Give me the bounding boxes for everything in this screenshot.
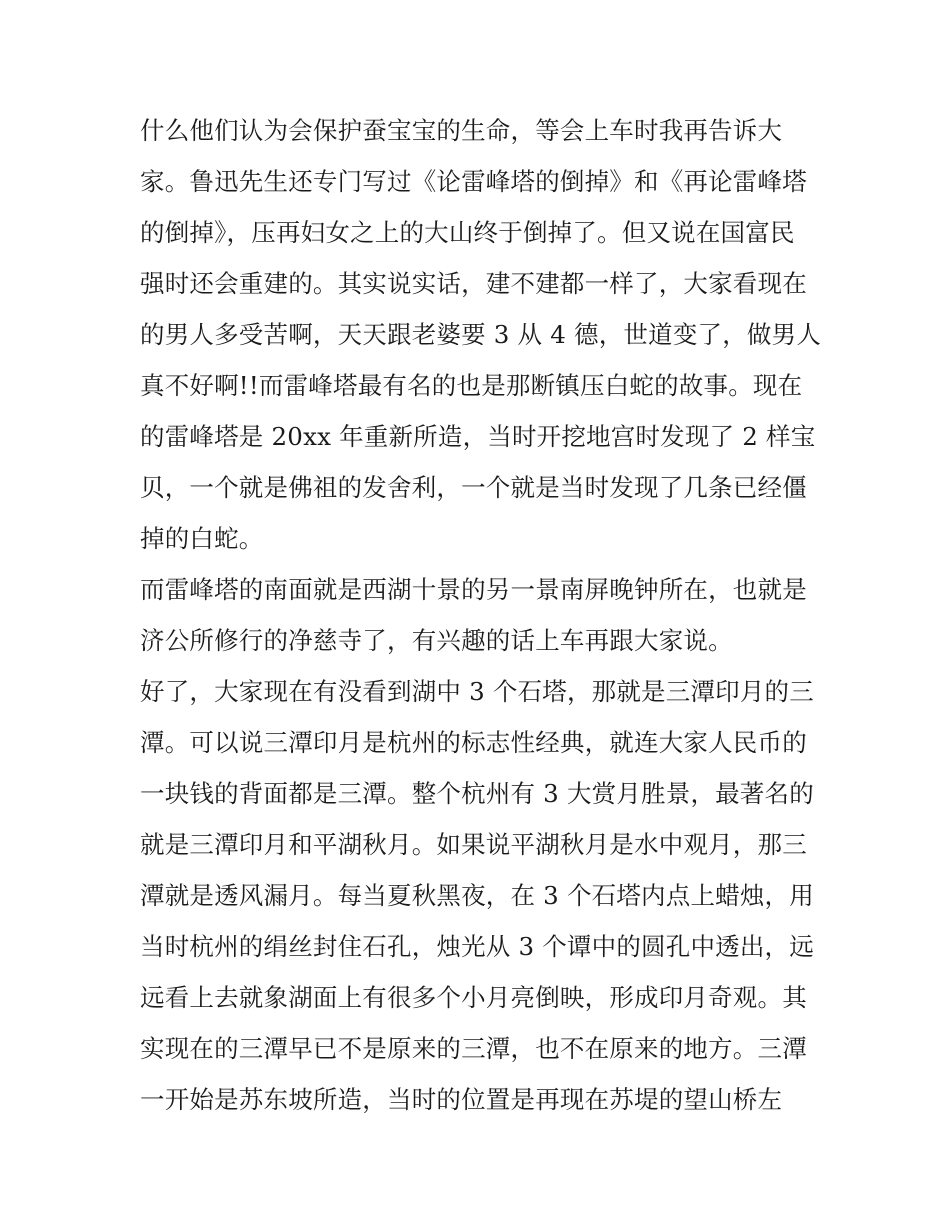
text-line: 掉的白蛇。 [140, 524, 264, 553]
text-line: 就是三潭印月和平湖秋月。如果说平湖秋月是水中观月，那三 [140, 830, 807, 859]
text-line: 真不好啊!!而雷峰塔最有名的也是那断镇压白蛇的故事。现在 [140, 371, 803, 400]
text-line: 当时杭州的绢丝封住石孔，烛光从 3 个谭中的圆孔中透出，远 [140, 932, 814, 961]
text-line: 一开始是苏东坡所造，当时的位置是再现在苏堤的望山桥左 [140, 1085, 783, 1114]
text-line: 什么他们认为会保护蚕宝宝的生命，等会上车时我再告诉大 [140, 116, 783, 145]
text-line: 强时还会重建的。其实说实话，建不建都一样了，大家看现在 [140, 269, 807, 298]
text-line: 而雷峰塔的南面就是西湖十景的另一景南屏晚钟所在，也就是 [140, 575, 807, 604]
text-line: 的倒掉》，压再妇女之上的大山终于倒掉了。但又说在国富民 [140, 218, 795, 247]
text-line: 远看上去就象湖面上有很多个小月亮倒映，形成印月奇观。其 [140, 983, 807, 1012]
text-line: 贝，一个就是佛祖的发舍利，一个就是当时发现了几条已经僵 [140, 473, 807, 502]
text-line: 家。鲁迅先生还专门写过《论雷峰塔的倒掉》和《再论雷峰塔 [140, 167, 807, 196]
text-line: 潭就是透风漏月。每当夏秋黑夜，在 3 个石塔内点上蜡烛，用 [140, 881, 814, 910]
document-body [140, 105, 822, 1125]
text-line: 的男人多受苦啊，天天跟老婆要 3 从 4 德，世道变了，做男人 [140, 320, 822, 349]
text-line: 的雷峰塔是 20xx 年重新所造，当时开挖地宫时发现了 2 样宝 [140, 422, 816, 451]
text-line: 好了，大家现在有没看到湖中 3 个石塔，那就是三潭印月的三 [140, 677, 814, 706]
text-line: 潭。可以说三潭印月是杭州的标志性经典，就连大家人民币的 [140, 728, 807, 757]
text-line: 济公所修行的净慈寺了，有兴趣的话上车再跟大家说。 [140, 626, 733, 655]
text-line: 实现在的三潭早已不是原来的三潭，也不在原来的地方。三潭 [140, 1034, 807, 1063]
text-line: 一块钱的背面都是三潭。整个杭州有 3 大赏月胜景，最著名的 [140, 779, 814, 808]
